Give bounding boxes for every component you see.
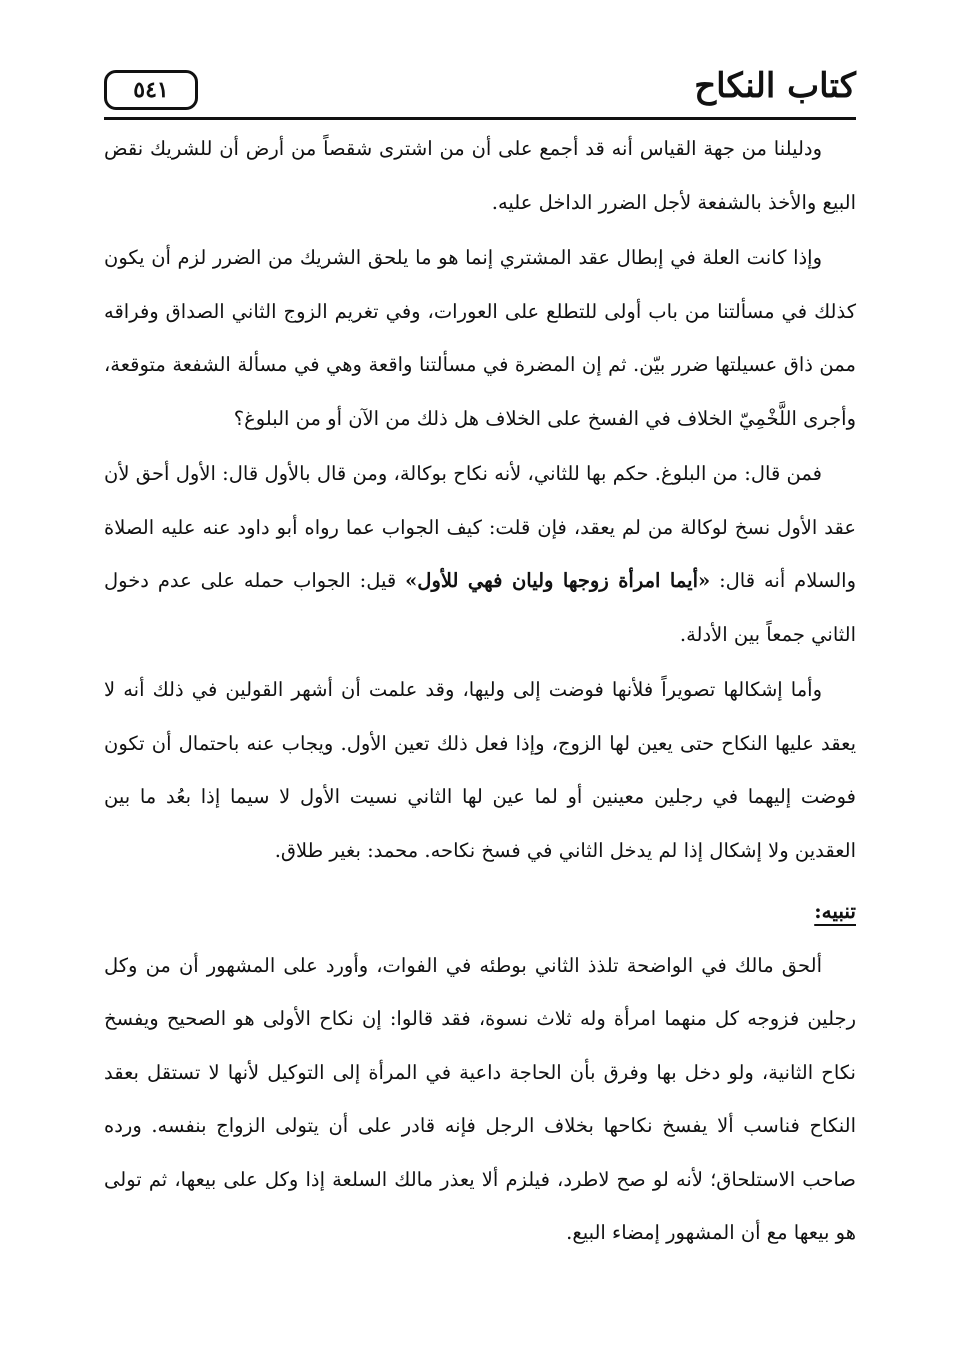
page-number: ٥٤١	[133, 77, 169, 103]
paragraph-4: وأما إشكالها تصويراً فلأنها فوضت إلى وليها، وقد علمت أن أشهر القولين في ذلك أنه لا يعقد عليها النكاح حتى يعين لها الزوج، وإذا فعل ذلك تعين الأول. ويجاب عنه باحتمال أن تكون فوضت إليهما في رجلين معينين أو لما عين لها الثاني نسيت الأول لا سيما إذا بعُد ما بين العقدين ولا إشكال إذا لم يدخل الثاني في فسخ نكاحه. محمد: بغير طلاق.	[104, 678, 856, 862]
paragraph-1: ودليلنا من جهة القياس أنه قد أجمع على أن من اشترى شقصاً من أرض أن للشريك نقض البيع والأخذ بالشفعة لأجل الضرر الداخل عليه.	[104, 137, 856, 214]
hadith-quote: «أيما امرأة زوجها وليان فهي للأول»	[405, 569, 711, 592]
paragraph-3-after-quote: قيل: الجواب حمله على عدم دخول الثاني جمعاً بين الأدلة.	[104, 569, 856, 646]
book-title: كتاب النكاح	[694, 66, 856, 106]
header-rule	[104, 117, 856, 120]
page-number-box	[104, 70, 198, 110]
note-heading: تنبيه:	[814, 899, 856, 923]
note-text: ألحق مالك في الواضحة تلذذ الثاني بوطئه في الفوات، وأورد على المشهور أن من وكل رجلين فزوجه كل منهما امرأة وله ثلاث نسوة، فقد قالوا: إن نكاح الأولى هو الصحيح ويفسخ نكاح الثانية، ولو دخل بها وفرق بأن الحاجة داعية في المرأة إلى التوكيل لأنها لا تستقل بعقد النكاح فناسب ألا يفسخ نكاحها بخلاف الرجل فإنه قادر على أن يتولى الزواج بنفسه. ورده صاحب الاستلحاق؛ لأنه لو صح لاطرد، فيلزم ألا يعذر مالك السلعة إذا وكل على بيعها، ثم تولى هو بيعها مع أن المشهور إمضاء البيع.	[104, 953, 856, 1244]
paragraph-2: وإذا كانت العلة في إبطال عقد المشتري إنما هو ما يلحق الشريك من الضرر لزم أن يكون كذلك في مسألتنا من باب أولى للتطلع على العورات، وفي تغريم الزوج الثاني الصداق وفراقه ممن ذاق عسيلتها ضرر بيّن. ثم إن المضرة في مسألتنا واقعة وهي في مسألة الشفعة متوقعة، وأجرى اللَّخْمِيّ الخلاف في الفسخ على الخلاف هل ذلك من الآن أو من البلوغ؟	[104, 246, 856, 430]
page-body	[104, 122, 856, 1262]
paragraph-3	[104, 447, 856, 661]
paragraph-3-before-quote: فمن قال: من البلوغ. حكم بها للثاني، لأنه نكاح بوكالة، ومن قال بالأول قال: الأول أحق لأن عقد الأول نسخ لوكالة من لم يعقد، فإن قلت: كيف الجواب عما رواه أبو داود عنه عليه الصلاة والسلام أنه قال:	[104, 462, 856, 592]
page-header	[104, 66, 856, 116]
